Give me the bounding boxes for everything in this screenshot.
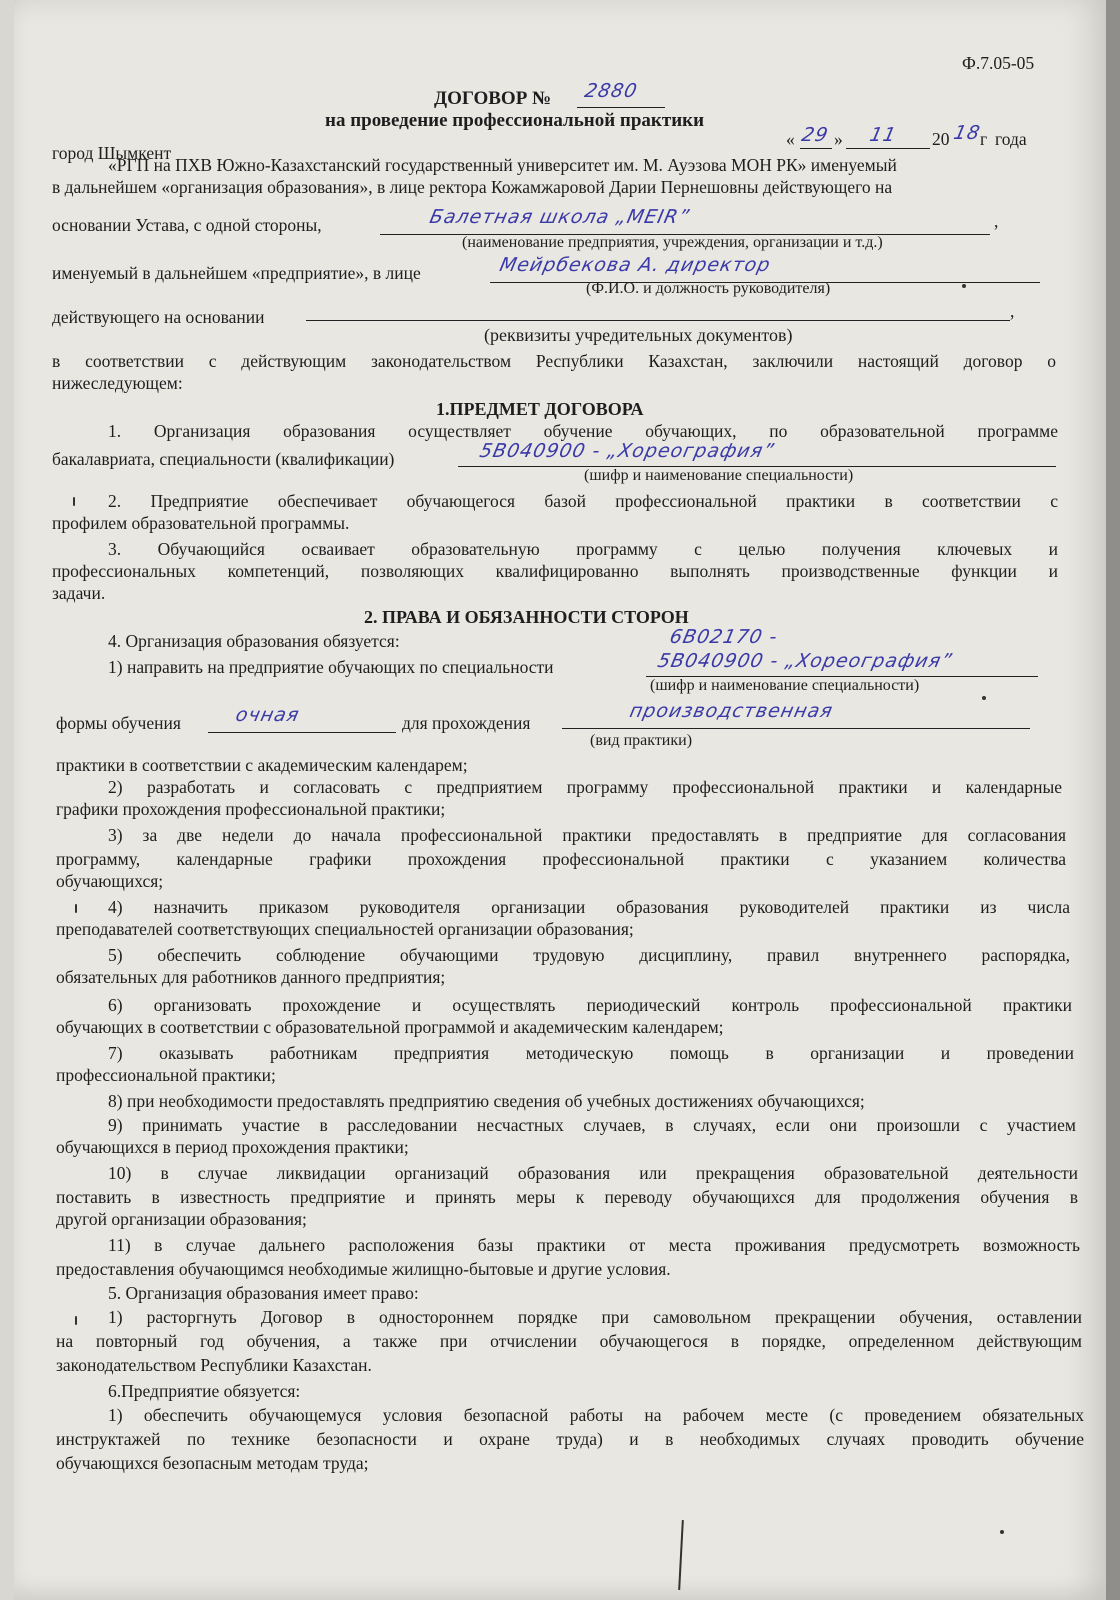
pen-mark-3: [1000, 1530, 1004, 1534]
s2-i7-line-1: 7) оказывать работникам предприятия методическую помощь в организации и проведении: [108, 1043, 1074, 1063]
s2-specialty-handwritten: 5В040900 - „Хореография”: [655, 650, 955, 672]
basis-hint: (реквизиты учредительных документов): [484, 325, 793, 345]
date-month-line: [846, 148, 930, 149]
date-quote-close: »: [834, 129, 843, 149]
practice-kind-handwritten: производственная: [627, 700, 836, 722]
form-handwritten: очная: [233, 704, 302, 726]
practice-kind-hint: (вид практики): [590, 732, 693, 749]
concluded-line-1: в соответствии с действующим законодательством Республики Казахстан, заключили настоящий договор о: [52, 351, 1056, 371]
s2-i6-line-1: 6) организовать прохождение и осуществлять периодический контроль профессиональной практики: [108, 995, 1072, 1015]
date-day-handwritten: 29: [799, 124, 831, 146]
contract-number-handwritten: 2880: [582, 80, 640, 102]
date-word: года: [995, 129, 1027, 149]
s2-i2-line-1: 2) разработать и согласовать с предприятием программу профессиональной практики и календарные: [108, 777, 1062, 797]
s2-i5-line-2: обязательных для работников данного предприятия;: [56, 967, 446, 987]
s1-p3-line-3: задачи.: [52, 583, 106, 603]
section-2-heading: 2. ПРАВА И ОБЯЗАННОСТИ СТОРОН: [364, 607, 689, 627]
s2-p5-1-line-3: законодательством Республики Казахстан.: [56, 1355, 372, 1375]
intro-line-3: основании Устава, с одной стороны,: [52, 215, 322, 235]
date-quote-open: «: [786, 129, 795, 149]
s2-i11-line-2: предоставления обучающимся необходимые жилищно-бытовые и другие условия.: [56, 1259, 671, 1279]
pen-mark: [962, 284, 966, 288]
s2-i3-line-1: 3) за две недели до начала профессиональной практики предоставлять в предприятие для согласования: [108, 825, 1066, 845]
s2-i4-line-1: 4) назначить приказом руководителя организации образования руководителей практики из числа: [108, 897, 1070, 917]
form-line: [208, 732, 396, 733]
margin-tick-3: [75, 1316, 77, 1325]
basis-label: действующего на основании: [52, 307, 265, 327]
enterprise-comma: ,: [994, 211, 999, 231]
margin-tick: [73, 497, 75, 506]
date-year-prefix: 20: [932, 129, 950, 149]
enterprise-hint: (наименование предприятия, учреждения, организации и т.д.): [462, 234, 883, 251]
s2-i10-line-3: другой организации образования;: [56, 1209, 307, 1229]
form-code: Ф.7.05-05: [962, 53, 1035, 73]
date-year-handwritten: 18: [951, 122, 983, 144]
specialty-code-handwritten: 6В02170 -: [667, 626, 780, 648]
contract-title: ДОГОВОР №: [434, 88, 552, 109]
specialty-hint: (шифр и наименование специальности): [584, 467, 854, 484]
s2-p4-1: 1) направить на предприятие обучающих по специальности: [108, 657, 554, 677]
s1-p3-line-1: 3. Обучающийся осваивает образовательную программу с целью получения ключевых и: [108, 539, 1058, 559]
s2-i11-line-1: 11) в случае дальнего расположения базы практики от места проживания предусмотреть возможность: [108, 1235, 1080, 1255]
s2-i3-line-3: обучающихся;: [56, 871, 164, 891]
s1-p1-line-2: бакалавриата, специальности (квалификации): [52, 449, 395, 469]
s2-i2-line-2: графики прохождения профессиональной практики;: [56, 799, 446, 819]
s2-i8-line-1: 8) при необходимости предоставлять предприятию сведения об учебных достижениях обучающихся;: [108, 1091, 865, 1111]
city: город Шымкент: [52, 143, 172, 163]
pen-mark-2: [982, 696, 986, 700]
intro-line-2: в дальнейшем «организация образования», в лице ректора Кожамжаровой Дарии Пернешовны действующего на: [52, 177, 893, 197]
margin-tick-2: [75, 904, 77, 913]
s1-p3-line-2: профессиональных компетенций, позволяющих квалифицированно выполнять производственные функции и: [52, 561, 1058, 581]
s2-i4-line-2: преподавателей соответствующих специальностей организации образования;: [56, 919, 634, 939]
contract-subtitle: на проведение профессиональной практики: [325, 110, 705, 131]
s2-i9-line-2: обучающихся в период прохождения практики;: [56, 1137, 409, 1157]
concluded-line-2: нижеследующем:: [52, 373, 183, 393]
s2-p5-1-line-1: 1) расторгнуть Договор в одностороннем порядке при самовольном прекращении обучения, оставлении: [108, 1307, 1082, 1327]
s2-p6: 6.Предприятие обязуется:: [108, 1381, 301, 1401]
basis-line: [306, 320, 1010, 321]
specialty-handwritten: 5В040900 - „Хореография”: [477, 440, 777, 462]
form-label: формы обучения: [56, 713, 181, 733]
section-1-heading: 1.ПРЕДМЕТ ДОГОВОРА: [436, 399, 644, 419]
s2-p5-1-line-2: на повторный год обучения, а также при отчислении обучающегося в порядке, определенном действующим: [56, 1331, 1082, 1351]
s2-i3-line-2: программу, календарные графики прохождения профессиональной практики с указанием количества: [56, 849, 1066, 869]
director-handwritten: Мейрбекова А. директор: [497, 254, 773, 276]
s2-cal: практики в соответствии с академическим календарем;: [56, 755, 468, 775]
director-hint: (Ф.И.О. и должность руководителя): [586, 280, 831, 297]
date-day-line: [800, 148, 832, 149]
s2-i9-line-1: 9) принимать участие в расследовании несчастных случаев, в случаях, если они произошли с участием: [108, 1115, 1076, 1135]
s2-p6-1-line-2: инструктажей по технике безопасности и охране труда) и в необходимых случаях проводить обучение: [56, 1429, 1084, 1449]
s2-i7-line-2: профессиональной практики;: [56, 1065, 276, 1085]
date-month-handwritten: 11: [867, 124, 899, 146]
practice-kind-line: [562, 728, 1030, 729]
s1-p2-line-1: 2. Предприятие обеспечивает обучающегося базой профессиональной практики в соответствии с: [108, 491, 1058, 511]
s2-p6-1-line-1: 1) обеспечить обучающемуся условия безопасной работы на рабочем месте (с проведением обязательных: [108, 1405, 1084, 1425]
s1-p2-line-2: профилем образовательной программы.: [52, 513, 350, 533]
date-year-suffix: г: [980, 129, 988, 149]
s2-p5: 5. Организация образования имеет право:: [108, 1283, 419, 1303]
basis-comma: ,: [1010, 301, 1015, 321]
contract-number-line: [577, 107, 665, 108]
s2-i6-line-2: обучающих в соответствии с образовательной программой и академическим календарем;: [56, 1017, 724, 1037]
named-enterprise-label: именуемый в дальнейшем «предприятие», в лице: [52, 263, 421, 283]
s2-i10-line-2: поставить в известность предприятие и принять меры к переводу обучающихся для продолжения обучения в: [56, 1187, 1078, 1207]
s2-i10-line-1: 10) в случае ликвидации организаций образования или прекращения образовательной деятельности: [108, 1163, 1078, 1183]
s1-p1-line-1: 1. Организация образования осуществляет обучение обучающих, по образовательной программе: [108, 421, 1058, 441]
intro-line-1: «РГП на ПХВ Южно-Казахстанский государственный университет им. М. Ауэзова МОН РК» именуемый: [108, 155, 897, 175]
s2-i5-line-1: 5) обеспечить соблюдение обучающими трудовую дисциплину, правил внутреннего распорядка,: [108, 945, 1070, 965]
s2-p4: 4. Организация образования обязуется:: [108, 631, 400, 651]
passing-label: для прохождения: [402, 713, 531, 733]
s2-specialty-hint: (шифр и наименование специальности): [650, 677, 920, 694]
s2-p6-1-line-3: обучающихся безопасным методам труда;: [56, 1453, 369, 1473]
page-edge-shadow: [1106, 0, 1120, 1600]
enterprise-name-handwritten: Балетная школа „MEIR”: [427, 206, 692, 228]
